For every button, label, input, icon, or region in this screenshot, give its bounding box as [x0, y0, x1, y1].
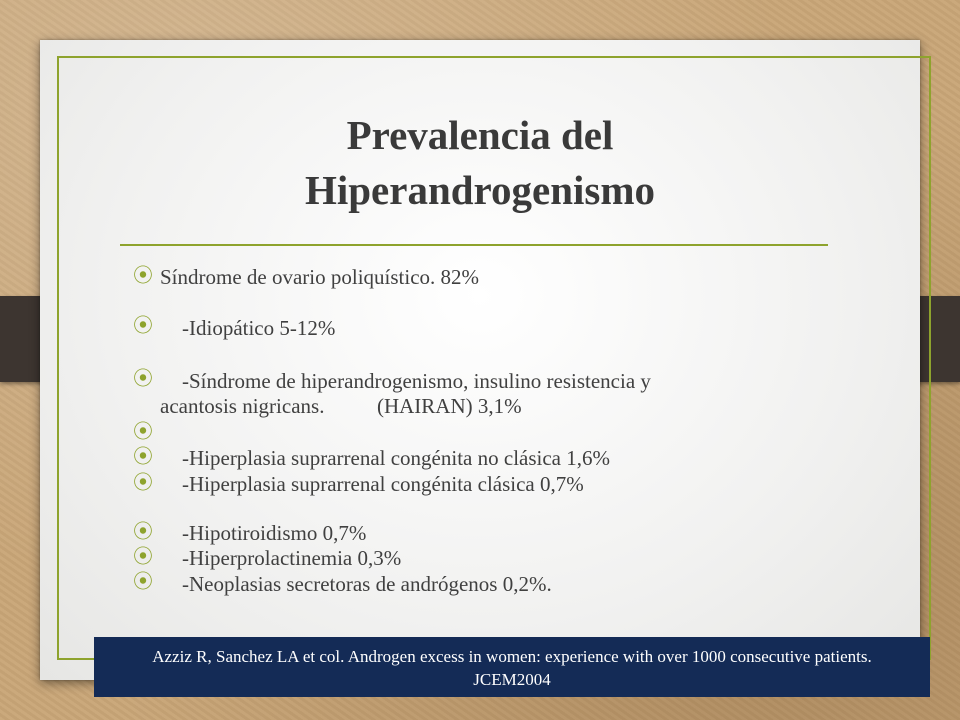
list-item: Síndrome de ovario poliquístico. 82% — [160, 265, 480, 289]
list-item-continuation: acantosis nigricans. (HAIRAN) 3,1% — [160, 394, 522, 418]
bullet-icon: ⦿ — [133, 313, 153, 337]
bullet-icon: ⦿ — [133, 444, 153, 468]
list-item: -Idiopático 5-12% — [182, 316, 336, 340]
title-divider — [120, 244, 828, 246]
bullet-icon: ⦿ — [133, 569, 153, 593]
list-item: -Neoplasias secretoras de andrógenos 0,2%. — [182, 572, 552, 596]
bullet-icon: ⦿ — [133, 470, 153, 494]
title-line-1: Prevalencia del — [346, 112, 614, 158]
citation-text: Azziz R, Sanchez LA et col. Androgen excess in women: experience with over 1000 consecutive patients. JCEM2004 — [152, 647, 872, 689]
list-item: -Hiperplasia suprarrenal congénita clásica 0,7% — [182, 472, 584, 496]
list-item: -Hiperprolactinemia 0,3% — [182, 546, 402, 570]
bullet-icon: ⦿ — [133, 366, 153, 390]
citation-box — [94, 637, 930, 697]
list-item: -Hiperplasia suprarrenal congénita no clásica 1,6% — [182, 446, 610, 470]
list-item: -Síndrome de hiperandrogenismo, insulino resistencia y — [182, 369, 651, 393]
bullet-icon: ⦿ — [133, 519, 153, 543]
bullet-icon: ⦿ — [133, 544, 153, 568]
bullet-icon: ⦿ — [133, 263, 153, 287]
bullet-icon: ⦿ — [133, 419, 153, 443]
title-line-2: Hiperandrogenismo — [304, 167, 656, 213]
list-item: -Hipotiroidismo 0,7% — [182, 521, 367, 545]
slide-title — [100, 108, 860, 218]
